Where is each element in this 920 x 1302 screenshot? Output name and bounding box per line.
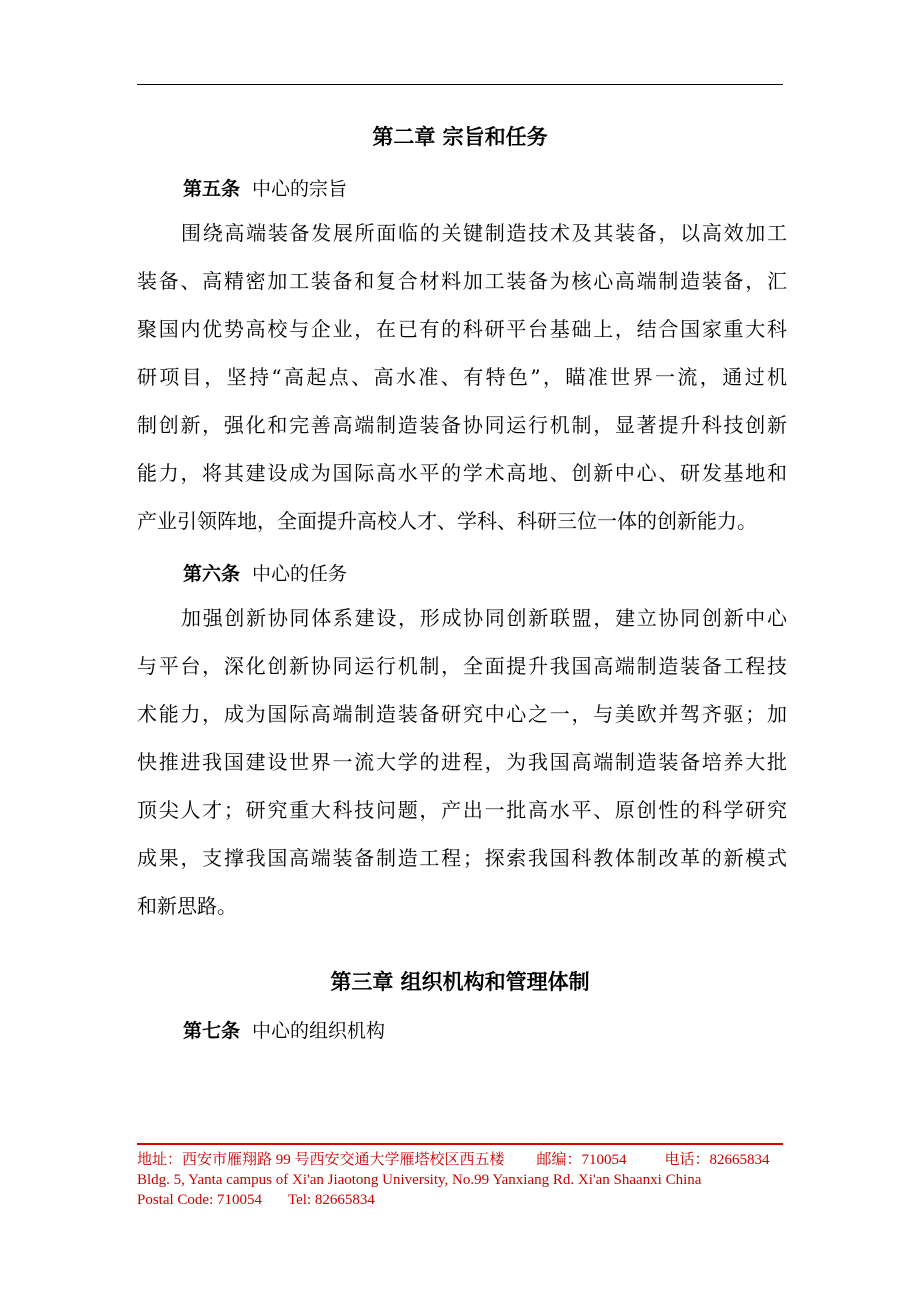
article-5-heading (183, 174, 347, 201)
article-6-number: 第六条 (183, 563, 241, 585)
footer-postal-en: Postal Code: 710054 (137, 1192, 263, 1208)
paragraph-line: 产业引领阵地，全面提升高校人才、学科、科研三位一体的创新能力。 (137, 509, 757, 533)
footer-line-cn (137, 1150, 787, 1170)
article-7-heading (183, 1016, 385, 1043)
footer-divider (137, 1143, 783, 1145)
paragraph-line: 能力，将其建设成为国际高水平的学术高地、创新中心、研发基地和 (137, 461, 787, 485)
paragraph-line: 研项目，坚持“高起点、高水准、有特色”，瞄准世界一流，通过机 (137, 365, 787, 389)
paragraph-line: 加强创新协同体系建设，形成协同创新联盟，建立协同创新中心 (181, 606, 787, 630)
paragraph-line: 聚国内优势高校与企业，在已有的科研平台基础上，结合国家重大科 (137, 317, 787, 341)
paragraph-line: 围绕高端装备发展所面临的关键制造技术及其装备，以高效加工 (181, 221, 787, 245)
footer (137, 1150, 787, 1210)
paragraph-line: 与平台，深化创新协同运行机制，全面提升我国高端制造装备工程技 (137, 654, 787, 678)
article-6-heading (183, 559, 347, 586)
paragraph-line: 顶尖人才；研究重大科技问题，产出一批高水平、原创性的科学研究 (137, 798, 787, 822)
footer-postal-cn: 邮编：710054 (536, 1152, 627, 1168)
header-divider (137, 84, 783, 85)
paragraph-line: 和新思路。 (137, 894, 237, 918)
article-7-number: 第七条 (183, 1020, 241, 1042)
article-5-number: 第五条 (183, 178, 241, 200)
paragraph-line: 术能力，成为国际高端制造装备研究中心之一，与美欧并驾齐驱；加 (137, 702, 787, 726)
footer-line-en (137, 1190, 787, 1210)
chapter-2-heading: 第二章 宗旨和任务 (372, 125, 548, 149)
paragraph-line: 装备、高精密加工装备和复合材料加工装备为核心高端制造装备，汇 (137, 269, 787, 293)
footer-tel-cn: 电话：82665834 (664, 1152, 770, 1168)
footer-tel-en: Tel: 82665834 (288, 1192, 375, 1208)
chapter-3-heading: 第三章 组织机构和管理体制 (330, 970, 590, 994)
article-7-title: 中心的组织机构 (252, 1020, 386, 1042)
paragraph-line: 快推进我国建设世界一流大学的进程，为我国高端制造装备培养大批 (137, 750, 787, 774)
article-6-title: 中心的任务 (252, 563, 348, 585)
paragraph-line: 成果，支撑我国高端装备制造工程；探索我国科教体制改革的新模式 (137, 846, 787, 870)
footer-address-cn: 地址：西安市雁翔路 99 号西安交通大学雁塔校区西五楼 (137, 1152, 505, 1168)
article-5-paragraph (137, 215, 787, 551)
footer-address-en: Bldg. 5, Yanta campus of Xi'an Jiaotong University, No.99 Yanxiang Rd. Xi'an Shaanxi China (137, 1172, 702, 1188)
paragraph-line: 制创新，强化和完善高端制造装备协同运行机制，显著提升科技创新 (137, 413, 787, 437)
article-5-title: 中心的宗旨 (252, 178, 348, 200)
article-6-paragraph (137, 600, 787, 936)
